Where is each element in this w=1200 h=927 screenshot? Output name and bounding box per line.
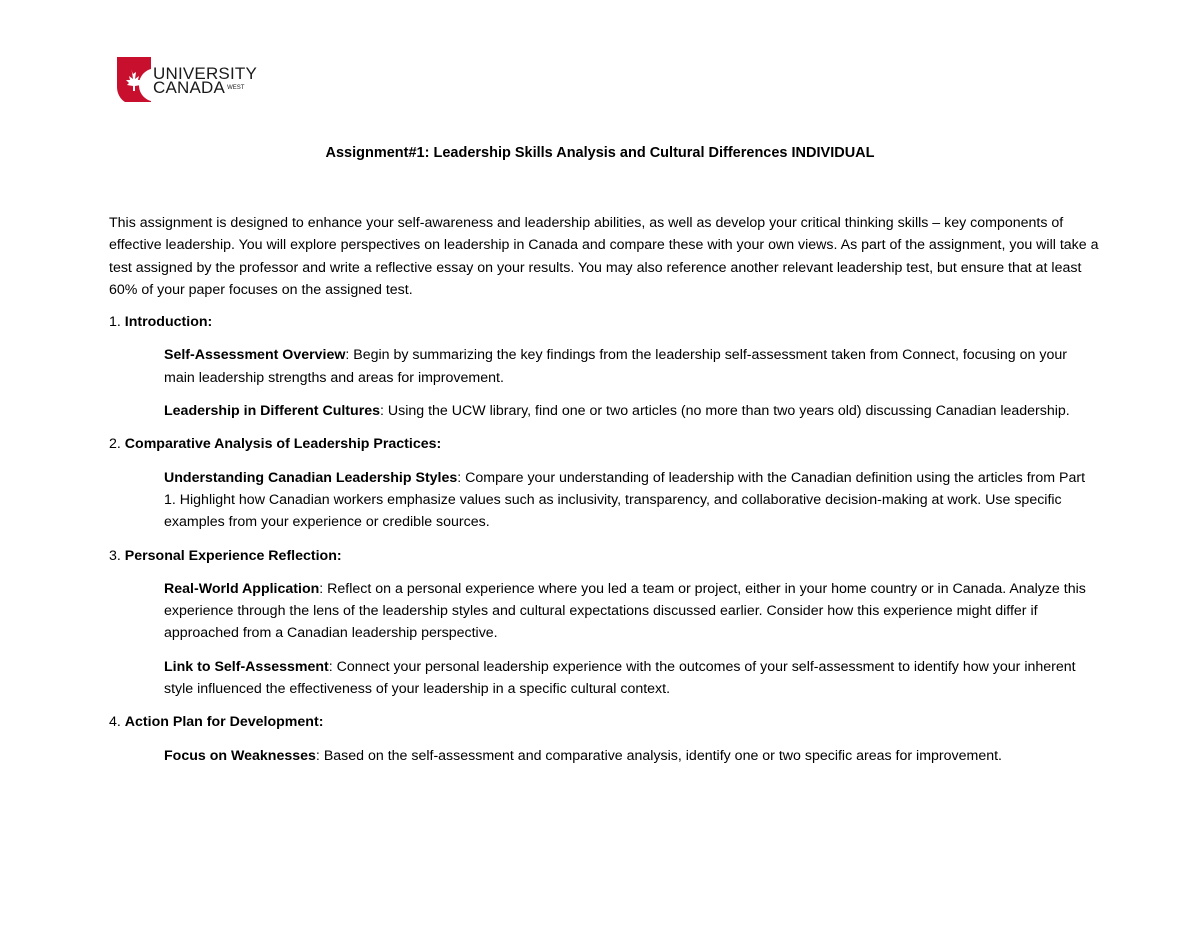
section-heading-label: Comparative Analysis of Leadership Practices (124, 436, 437, 453)
item-term: Self-Assessment Overview (164, 347, 346, 364)
section-item (164, 745, 1099, 767)
sections-container (109, 311, 1099, 767)
section-item (164, 400, 1099, 422)
intro-paragraph: This assignment is designed to enhance your self-awareness and leadership abilities, as well as develop your critical thinking skills – key components of effective leadership. You will explore perspectives on leadership in Canada and compare these with your own views. As part of the assignment, you will take a test assigned by the professor and write a reflective essay on your results. You may also reference another relevant leadership test, but ensure that at least 60% of your paper focuses on the assigned test. (109, 215, 1099, 298)
section-item (164, 656, 1099, 701)
section-number: 2. (109, 436, 125, 453)
section-heading-label: Personal Experience Reflection (124, 547, 337, 564)
section-item (164, 344, 1099, 389)
logo-wordmark (153, 64, 258, 97)
document-body (109, 212, 1099, 778)
section-heading-label: Action Plan for Development (124, 714, 319, 731)
item-term-colon: : (328, 658, 337, 675)
section-item (164, 467, 1099, 534)
section-heading-colon: : (436, 436, 442, 453)
item-term-colon: : (380, 403, 388, 420)
item-term: Leadership in Different Cultures (164, 403, 380, 420)
item-term-colon: : (315, 747, 324, 764)
item-term: Link to Self-Assessment (164, 658, 329, 675)
item-text: Based on the self-assessment and comparative analysis, identify one or two specific areas for improvement. (323, 747, 1002, 764)
section-number: 3. (109, 547, 125, 564)
item-term-colon: : (319, 580, 328, 597)
maple-leaf-logo-icon (117, 57, 151, 102)
section-number: 4. (109, 714, 125, 731)
item-term: Real-World Application (164, 580, 320, 597)
section-heading-colon: : (318, 714, 324, 731)
item-text: Using the UCW library, find one or two articles (no more than two years old) discussing Canadian leadership. (387, 403, 1070, 420)
item-text: Connect your personal leadership experience with the outcomes of your self-assessment to identify how your inherent style influenced the effectiveness of your leadership in a specific cultural context. (164, 658, 1076, 698)
logo-line-university: UNIVERSITY (153, 64, 258, 83)
item-term-colon: : (457, 469, 466, 486)
section-heading (109, 433, 1099, 455)
section-heading-colon: : (207, 314, 213, 331)
item-text: Begin by summarizing the key findings from the leadership self-assessment taken from Connect, focusing on your main leadership strengths and areas for improvement. (164, 347, 1067, 386)
section-heading (109, 311, 1099, 333)
logo-line-canada (153, 78, 257, 97)
logo-west-text: WEST (227, 85, 245, 91)
section-item (164, 578, 1099, 645)
logo-canada-text: CANADA (153, 78, 226, 97)
section-heading (109, 711, 1099, 733)
item-text: Reflect on a personal experience where you led a team or project, either in your home country or in Canada. Analyze this experience through the lens of the leadership styles and cultural expectations discussed earlier. Consider how this experience might differ if approached from a Canadian leadership perspective. (164, 580, 1086, 642)
item-term-colon: : (345, 347, 354, 364)
section-heading-colon: : (336, 547, 342, 564)
section-number: 1. (109, 314, 125, 331)
item-term: Focus on Weaknesses (164, 747, 316, 764)
item-term: Understanding Canadian Leadership Styles (164, 469, 458, 486)
document-title: Assignment#1: Leadership Skills Analysis and Cultural Differences INDIVIDUAL (325, 145, 875, 161)
university-logo (117, 57, 267, 103)
section-heading-label: Introduction (124, 314, 208, 331)
section-heading (109, 545, 1099, 567)
item-text: Compare your understanding of leadership with the Canadian definition using the articles from Part 1. Highlight how Canadian workers emphasize values such as inclusivity, transparency, and collaborative decision-making at work. Use specific examples from your experience or credible sources. (164, 469, 1086, 531)
